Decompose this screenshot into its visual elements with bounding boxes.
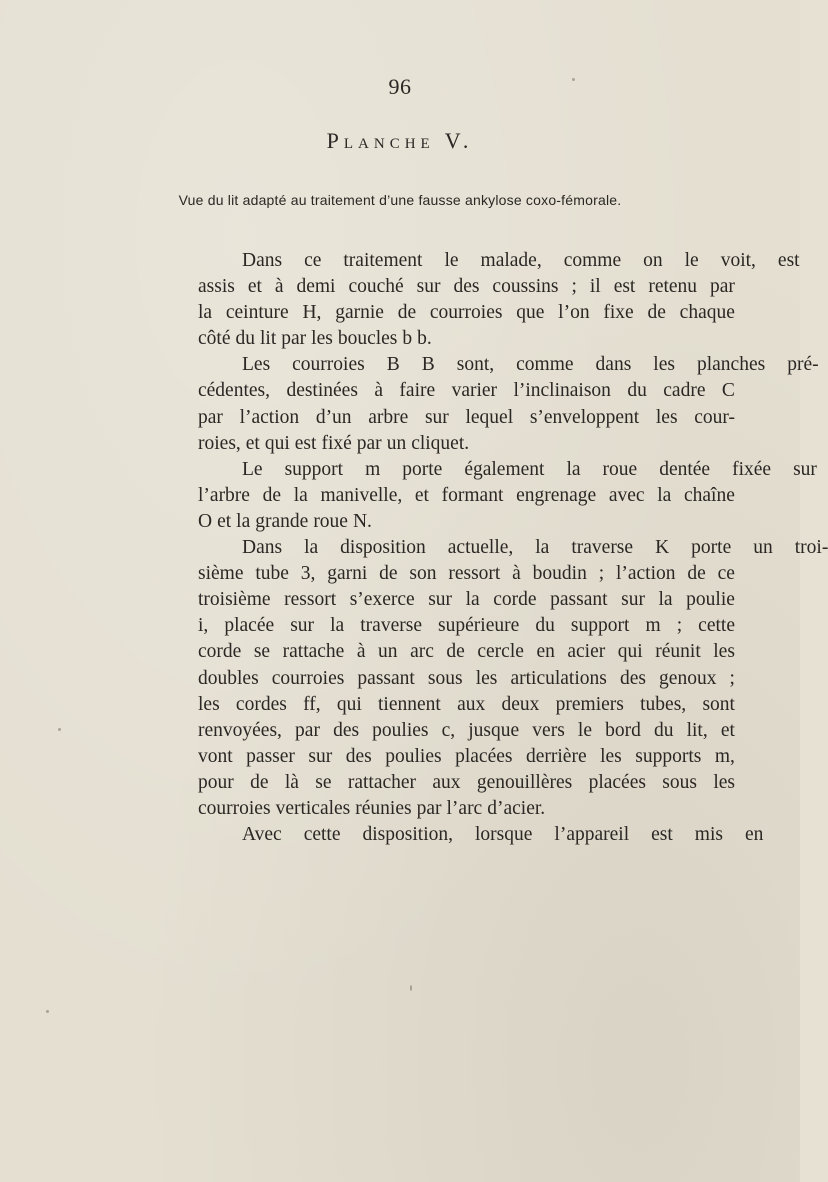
word: et xyxy=(720,719,735,741)
word: se xyxy=(315,771,332,793)
word: lequel xyxy=(465,406,514,428)
word: H, xyxy=(302,302,322,324)
word: traverse xyxy=(360,615,422,637)
word: c, xyxy=(441,719,456,741)
word: troisième xyxy=(198,589,271,611)
word: m, xyxy=(714,745,735,767)
word: varier xyxy=(451,380,498,402)
word: rattache xyxy=(282,641,345,663)
word: corde xyxy=(198,641,242,663)
word: traverse xyxy=(571,537,634,559)
word: tube xyxy=(255,563,289,585)
word: b xyxy=(402,328,413,350)
word: genouillères xyxy=(476,771,573,793)
word: sième xyxy=(198,563,244,585)
word: par xyxy=(356,432,382,454)
word: la xyxy=(535,537,550,559)
word: tiennent xyxy=(378,693,441,715)
word: coussins xyxy=(492,276,559,298)
word: Avec xyxy=(242,824,282,846)
word: un xyxy=(378,641,398,663)
word: d’acier. xyxy=(487,797,546,819)
word: sur xyxy=(424,406,449,428)
text-line xyxy=(198,326,735,352)
word: porte xyxy=(691,537,732,559)
word: lit xyxy=(259,328,277,350)
word: sous xyxy=(662,771,697,793)
text-line xyxy=(198,248,800,274)
word: B xyxy=(421,354,435,376)
word: fixée xyxy=(732,458,772,480)
word: à xyxy=(512,563,521,585)
word: courroies xyxy=(271,667,345,689)
word: cette xyxy=(303,824,341,846)
word: lit, xyxy=(686,719,708,741)
word: ceinture xyxy=(225,302,289,324)
word: formant xyxy=(441,484,504,506)
word: chaîne xyxy=(684,484,735,506)
text-line xyxy=(198,692,735,718)
word: de xyxy=(687,563,706,585)
word: en xyxy=(536,641,555,663)
word: K xyxy=(655,537,670,559)
word: ff, xyxy=(303,693,321,715)
text-line xyxy=(198,718,735,744)
text-line xyxy=(198,639,735,665)
word: on xyxy=(643,250,663,271)
word: courroies xyxy=(429,302,503,324)
word: s’enveloppent xyxy=(529,406,640,428)
word: sur xyxy=(416,276,441,298)
word: arc xyxy=(410,641,434,663)
word: derrière xyxy=(525,745,587,767)
word: destinées xyxy=(286,380,358,402)
word: jusque xyxy=(468,719,520,741)
word: est xyxy=(777,250,800,271)
word: courroies xyxy=(198,797,271,819)
word: lorsque xyxy=(475,824,533,846)
word: faire xyxy=(399,380,436,402)
word: demi xyxy=(296,276,336,298)
word: est xyxy=(651,824,673,846)
text-line xyxy=(198,483,735,509)
text-line xyxy=(198,405,735,431)
word: garni xyxy=(327,563,368,585)
word: des xyxy=(333,719,360,741)
text-line xyxy=(198,535,828,561)
word: fixe xyxy=(603,302,634,324)
word: les xyxy=(713,771,735,793)
word: qui xyxy=(617,641,643,663)
word: réunit xyxy=(655,641,701,663)
word: voit, xyxy=(720,250,756,271)
word: et xyxy=(245,432,260,454)
text-line xyxy=(198,822,764,848)
word: il xyxy=(589,276,601,298)
word: qui xyxy=(336,693,362,715)
text-line xyxy=(198,509,735,535)
word: N. xyxy=(352,510,372,532)
word: arbre xyxy=(368,406,409,428)
word: avec xyxy=(608,484,645,506)
word: de xyxy=(250,771,269,793)
word: assis xyxy=(198,276,235,298)
word: passant xyxy=(550,589,608,611)
word: vont xyxy=(198,745,233,767)
word: ; xyxy=(598,563,605,585)
word: sur xyxy=(308,745,333,767)
word: sur xyxy=(428,589,453,611)
word: du xyxy=(653,719,674,741)
word: porte xyxy=(402,458,443,480)
word: à xyxy=(374,380,383,402)
word: et xyxy=(414,484,429,506)
word: ce xyxy=(304,250,322,271)
paper-speck xyxy=(58,728,61,731)
word: l’action xyxy=(239,406,300,428)
word: se xyxy=(253,641,271,663)
word: roies, xyxy=(198,432,241,454)
word: corde xyxy=(493,589,537,611)
word: est xyxy=(613,276,636,298)
word: par xyxy=(416,797,442,819)
word: par xyxy=(281,328,307,350)
word: par xyxy=(295,719,320,741)
word: troi- xyxy=(794,537,828,559)
text-line xyxy=(198,796,735,822)
word: à xyxy=(274,276,284,298)
word: vers xyxy=(532,719,565,741)
word: O xyxy=(198,510,213,532)
text-line xyxy=(198,587,735,613)
word: i, xyxy=(198,615,209,637)
word: les xyxy=(653,354,675,376)
word: sont, xyxy=(456,354,495,376)
word: m xyxy=(365,458,381,480)
word: sur xyxy=(621,589,645,611)
word: à xyxy=(356,641,366,663)
word: sur xyxy=(290,615,315,637)
word: dentée xyxy=(659,458,711,480)
word: disposition, xyxy=(362,824,453,846)
word: acier xyxy=(567,641,606,663)
word: là xyxy=(284,771,299,793)
word: support xyxy=(570,615,630,637)
word: placées xyxy=(588,771,646,793)
word: roue xyxy=(602,458,638,480)
text-line xyxy=(198,431,735,457)
word: cordes xyxy=(235,693,287,715)
word: du xyxy=(235,328,255,350)
word: B xyxy=(386,354,400,376)
word: roue xyxy=(313,510,348,532)
word: que xyxy=(516,302,545,324)
word: traitement xyxy=(343,250,423,271)
text-line xyxy=(198,300,735,326)
word: par xyxy=(198,406,223,428)
word: rattacher xyxy=(347,771,417,793)
word: Le xyxy=(242,458,263,480)
word: l’action xyxy=(615,563,676,585)
word: mis xyxy=(694,824,723,846)
word: cadre xyxy=(663,380,706,402)
word: poulies xyxy=(385,745,442,767)
word: la xyxy=(657,484,672,506)
word: d’un xyxy=(315,406,352,428)
word: l’arbre xyxy=(198,484,250,506)
word: un xyxy=(386,432,407,454)
word: l’arc xyxy=(446,797,483,819)
word: du xyxy=(627,380,647,402)
word: la xyxy=(465,589,480,611)
paper-speck xyxy=(410,985,412,991)
word: b. xyxy=(417,328,432,350)
word: articulations xyxy=(510,667,607,689)
word: passant xyxy=(357,667,415,689)
word: aux xyxy=(457,693,486,715)
word: deux xyxy=(501,693,540,715)
word: ; xyxy=(729,667,735,689)
paper-speck xyxy=(572,78,575,81)
word: bord xyxy=(605,719,641,741)
text-line xyxy=(198,770,735,796)
word: Dans xyxy=(242,537,283,559)
word: cour- xyxy=(694,406,735,428)
text-line xyxy=(198,352,819,378)
word: supérieure xyxy=(438,615,520,637)
word: cliquet. xyxy=(411,432,470,454)
word: et xyxy=(247,276,262,298)
word: 3, xyxy=(300,563,316,585)
word: s’exerce xyxy=(349,589,415,611)
word: du xyxy=(535,615,555,637)
text-line xyxy=(198,378,735,404)
word: l’appareil xyxy=(554,824,630,846)
word: le xyxy=(444,250,459,271)
word: verticales xyxy=(275,797,351,819)
word: doubles xyxy=(198,667,259,689)
word: les xyxy=(311,328,333,350)
word: sur xyxy=(793,458,817,480)
paper-speck xyxy=(46,1010,49,1013)
word: le xyxy=(577,719,592,741)
word: l’inclinaison xyxy=(513,380,611,402)
word: réunies xyxy=(355,797,412,819)
word: manivelle, xyxy=(320,484,403,506)
plate-caption: Vue du lit adapté au traitement d’une fausse ankylose coxo-fémorale. xyxy=(178,192,622,208)
word: la xyxy=(198,302,213,324)
word: ; xyxy=(676,615,683,637)
word: est xyxy=(294,432,317,454)
word: qui xyxy=(264,432,290,454)
word: également xyxy=(464,458,545,480)
word: en xyxy=(744,824,764,846)
word: de xyxy=(262,484,282,506)
word: actuelle, xyxy=(447,537,514,559)
word: genoux xyxy=(659,667,717,689)
word: aux xyxy=(432,771,461,793)
word: boudin xyxy=(532,563,587,585)
word: passer xyxy=(246,745,295,767)
word: les xyxy=(713,641,735,663)
word: couché xyxy=(348,276,404,298)
word: la xyxy=(658,589,673,611)
word: comme xyxy=(516,354,574,376)
text-line xyxy=(198,613,735,639)
word: comme xyxy=(563,250,622,271)
word: boucles xyxy=(337,328,398,350)
text-line xyxy=(198,561,735,587)
word: des xyxy=(453,276,480,298)
word: disposition xyxy=(340,537,426,559)
word: dans xyxy=(595,354,632,376)
word: la xyxy=(330,615,345,637)
word: ; xyxy=(571,276,577,298)
word: premiers xyxy=(555,693,624,715)
word: la xyxy=(236,510,251,532)
word: ressort xyxy=(284,589,337,611)
word: les xyxy=(475,667,498,689)
word: la xyxy=(304,537,319,559)
word: sont xyxy=(702,693,735,715)
word: les xyxy=(655,406,678,428)
word: planches xyxy=(696,354,766,376)
text-line xyxy=(198,457,817,483)
word: des xyxy=(345,745,372,767)
word: cercle xyxy=(477,641,524,663)
word: les xyxy=(198,693,220,715)
word: son xyxy=(409,563,437,585)
word: support xyxy=(284,458,344,480)
word: l’on xyxy=(558,302,590,324)
plate-title: Planche V. xyxy=(326,128,474,153)
word: de xyxy=(379,563,398,585)
word: renvoyées, xyxy=(198,719,282,741)
word: garnie xyxy=(335,302,384,324)
word: de xyxy=(397,302,417,324)
word: des xyxy=(619,667,646,689)
word: ce xyxy=(717,563,735,585)
word: poulies xyxy=(372,719,429,741)
word: Les xyxy=(242,354,271,376)
word: malade, xyxy=(480,250,542,271)
word: cette xyxy=(698,615,735,637)
word: la xyxy=(566,458,581,480)
word: le xyxy=(684,250,699,271)
word: placée xyxy=(224,615,275,637)
word: engrenage xyxy=(516,484,597,506)
word: placées xyxy=(455,745,513,767)
word: supports xyxy=(635,745,702,767)
word: fixé xyxy=(321,432,352,454)
word: pré- xyxy=(787,354,819,376)
word: grande xyxy=(255,510,309,532)
word: m xyxy=(645,615,661,637)
word: côté xyxy=(198,328,231,350)
word: par xyxy=(710,276,735,298)
word: un xyxy=(753,537,773,559)
word: tubes, xyxy=(640,693,687,715)
body-text xyxy=(198,248,828,848)
word: sous xyxy=(427,667,463,689)
word: chaque xyxy=(679,302,735,324)
text-line xyxy=(198,744,735,770)
word: courroies xyxy=(292,354,365,376)
word: C xyxy=(721,380,735,402)
word: pour xyxy=(198,771,234,793)
word: la xyxy=(293,484,308,506)
word: cédentes, xyxy=(198,380,271,402)
word: Dans xyxy=(242,250,283,271)
word: de xyxy=(446,641,465,663)
text-line xyxy=(198,666,735,692)
word: ressort xyxy=(448,563,501,585)
page-number: 96 xyxy=(388,74,412,99)
word: les xyxy=(600,745,622,767)
word: retenu xyxy=(648,276,698,298)
word: et xyxy=(217,510,232,532)
text-line xyxy=(198,274,735,300)
word: de xyxy=(647,302,666,324)
word: poulie xyxy=(686,589,735,611)
